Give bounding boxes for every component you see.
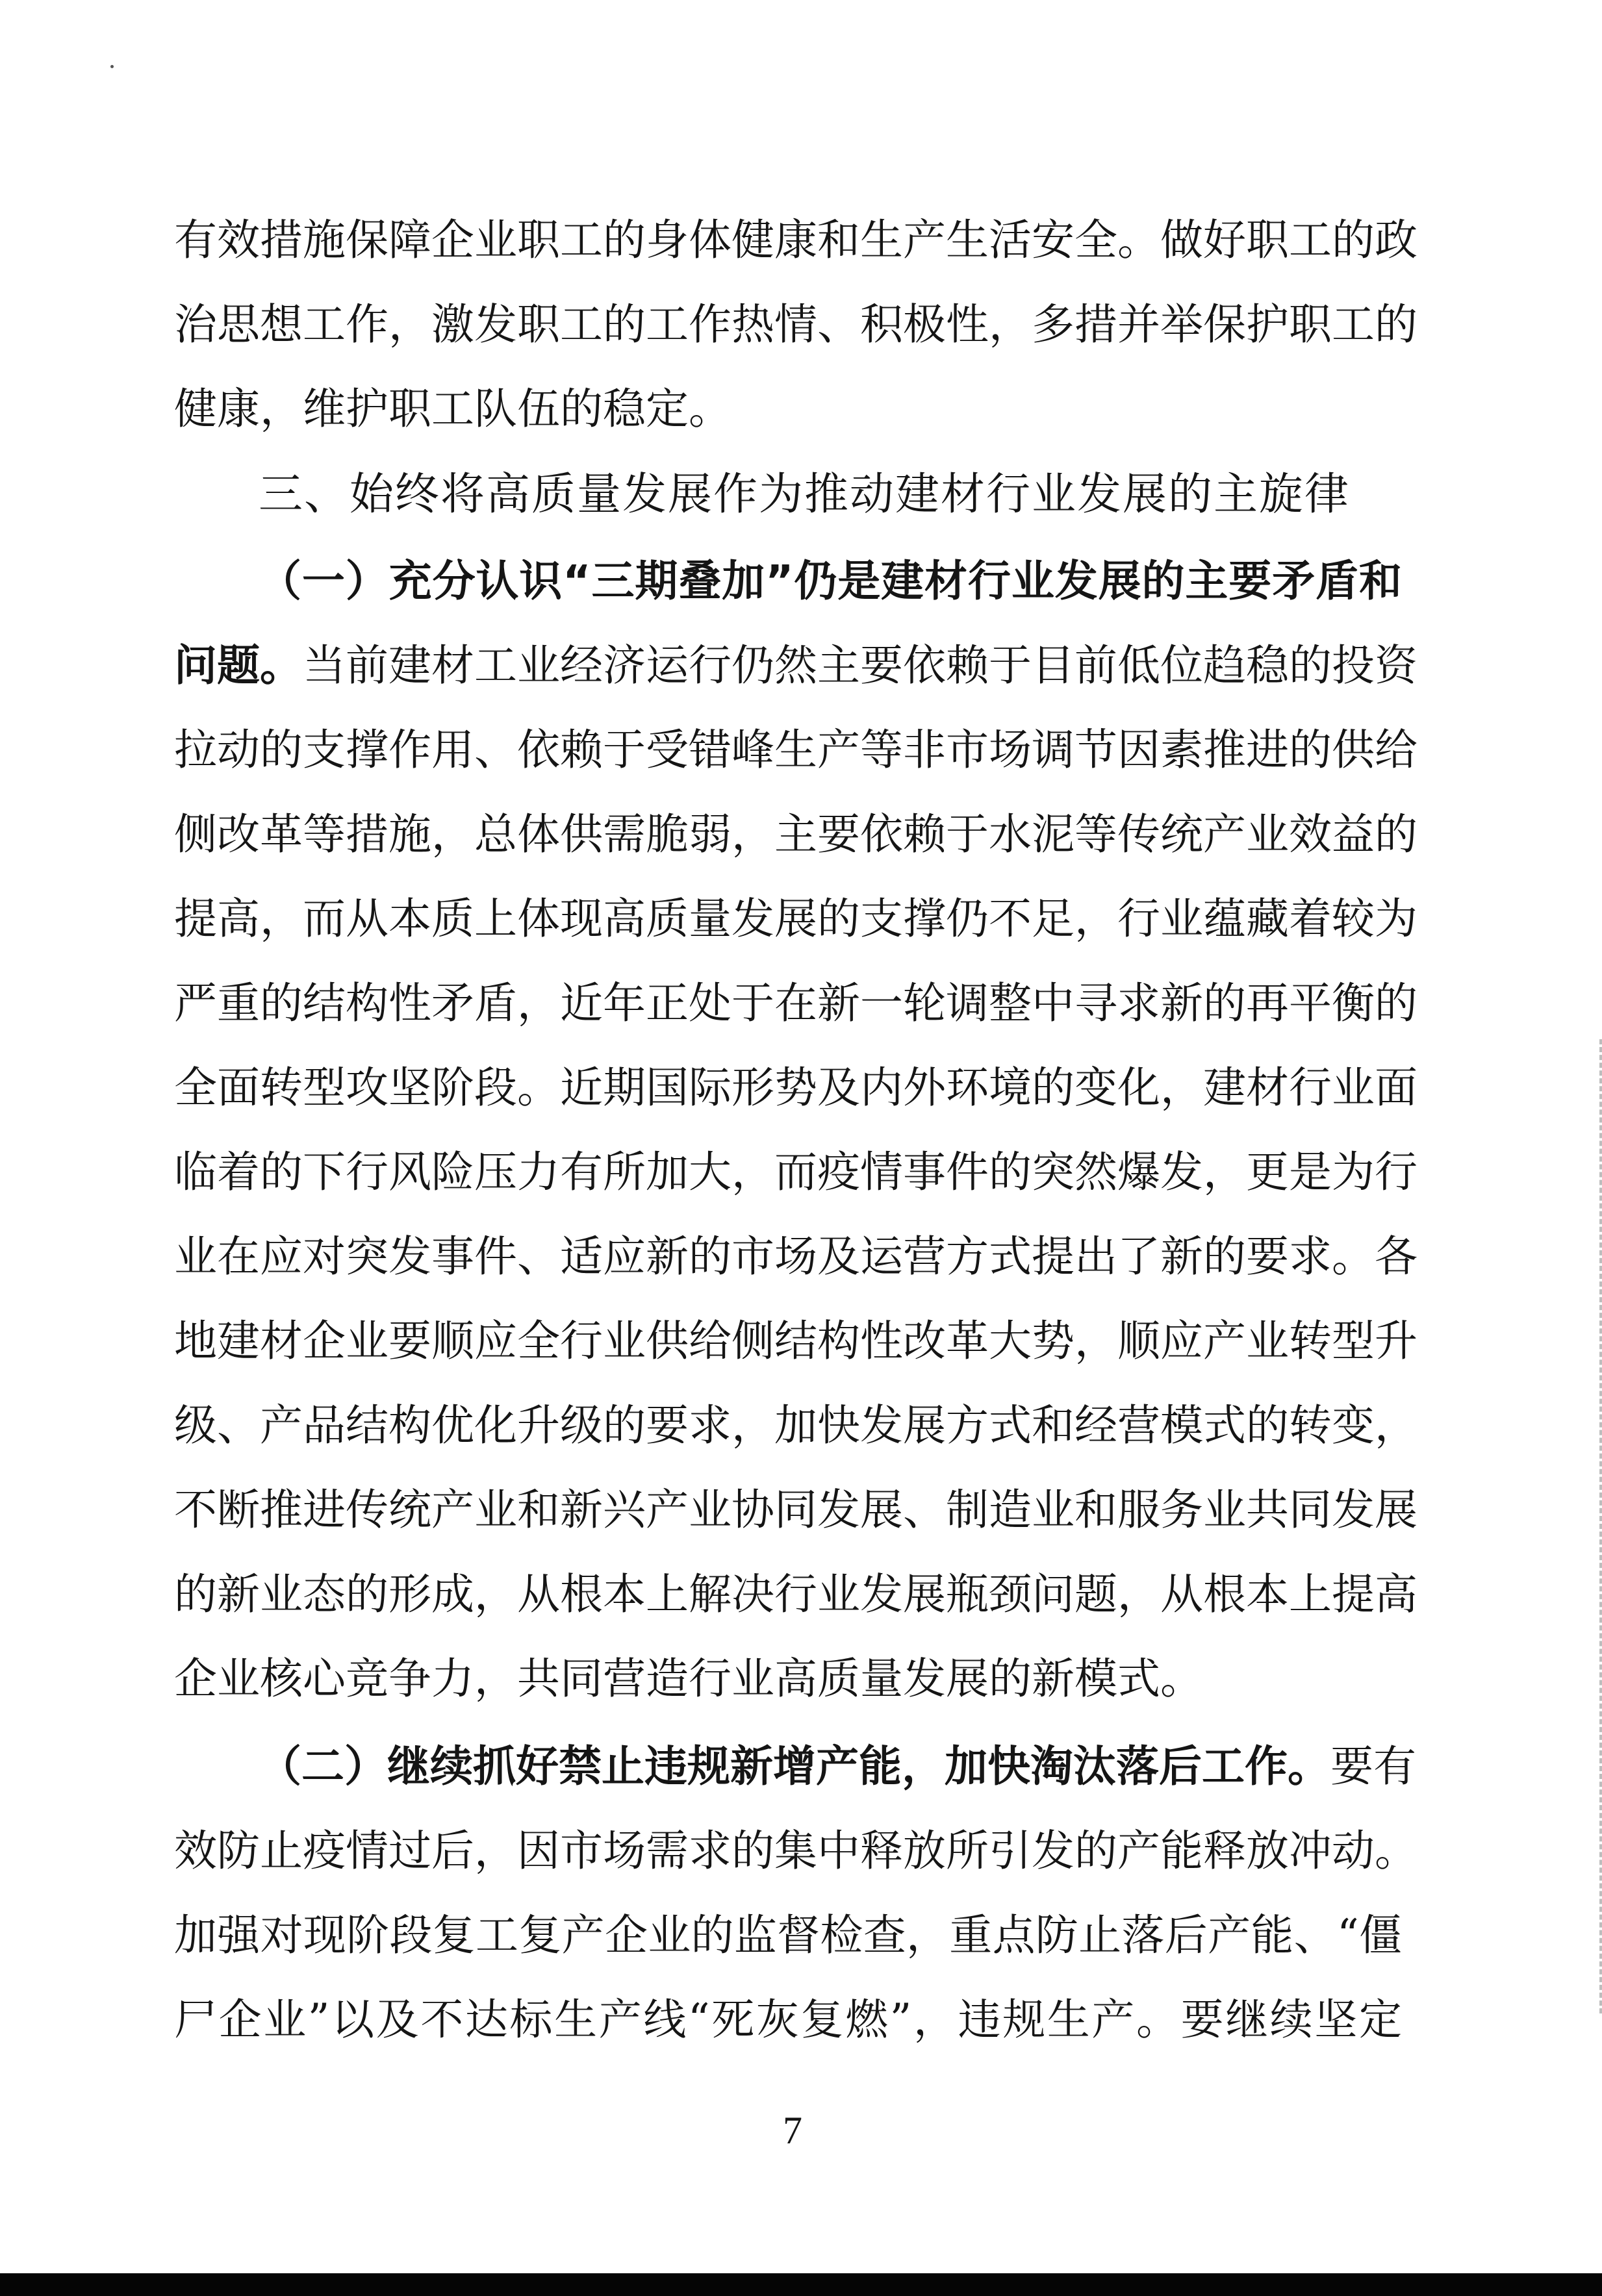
body-line: 业在应对突发事件、适应新的市场及运营方式提出了新的要求。各 [174,1231,1418,1281]
subsection-heading: （一）充分认识“三期叠加”仍是建材行业发展的主要矛盾和 [259,556,1402,606]
body-line: 严重的结构性矛盾，近年正处于在新一轮调整中寻求新的再平衡的 [174,978,1418,1028]
paragraph-opening-line [259,1734,1416,1799]
body-line: 健康，维护职工队伍的稳定。 [174,384,731,434]
body-line: 加强对现阶段复工复产企业的监督检查，重点防止落后产能、“僵 [174,1910,1402,1960]
body-line: 临着的下行风险压力有所加大，而疫情事件的突然爆发，更是为行 [174,1147,1418,1197]
body-line: 级、产品结构优化升级的要求，加快发展方式和经营模式的转变， [174,1400,1418,1450]
scan-bottom-border [0,2273,1602,2296]
section-heading: 三、始终将高质量发展作为推动建材行业发展的主旋律 [259,469,1351,520]
paragraph-text: 要有 [1330,1741,1416,1791]
body-line: 侧改革等措施，总体供需脆弱，主要依赖于水泥等传统产业效益的 [174,809,1418,859]
body-line: 尸企业”以及不达标生产线“死灰复燃”，违规生产。要继续坚定 [174,1995,1402,2045]
paragraph-opening-line [174,633,1418,698]
body-line: 治思想工作，激发职工的工作热情、积极性，多措并举保护职工的 [174,299,1418,349]
body-line: 不断推进传统产业和新兴产业协同发展、制造业和服务业共同发展 [174,1485,1418,1535]
page-number: 7 [783,2109,802,2152]
subsection-heading: （二）继续抓好禁止违规新增产能，加快淘汰落后工作。 [259,1741,1330,1791]
subsection-heading-continuation: 问题。 [174,640,303,690]
body-line: 有效措施保障企业职工的身体健康和生产生活安全。做好职工的政 [174,215,1418,265]
body-line: 地建材企业要顺应全行业供给侧结构性改革大势，顺应产业转型升 [174,1316,1418,1366]
body-line: 拉动的支撑作用、依赖于受错峰生产等非市场调节因素推进的供给 [174,725,1418,775]
scan-artifact-edge [1596,1039,1602,2013]
body-line: 的新业态的形成，从根本上解决行业发展瓶颈问题，从根本上提高 [174,1569,1418,1619]
body-line: 提高，而从本质上体现高质量发展的支撑仍不足，行业蕴藏着较为 [174,894,1418,944]
body-line: 企业核心竞争力，共同营造行业高质量发展的新模式。 [174,1654,1203,1704]
scan-artifact-dot [110,65,114,68]
body-line: 效防止疫情过后，因市场需求的集中释放所引发的产能释放冲动。 [174,1826,1418,1876]
body-line: 全面转型攻坚阶段。近期国际形势及内外环境的变化，建材行业面 [174,1063,1418,1113]
paragraph-text: 当前建材工业经济运行仍然主要依赖于目前低位趋稳的投资 [303,640,1418,690]
